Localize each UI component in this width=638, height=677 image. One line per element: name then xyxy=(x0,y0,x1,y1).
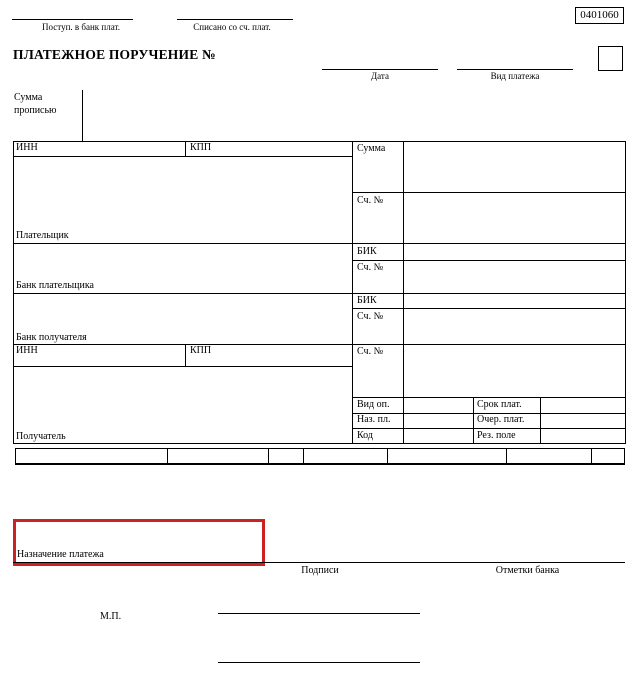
signatures-label: Подписи xyxy=(301,565,339,576)
payment-type-box[interactable] xyxy=(598,46,623,71)
payee-bank-label: Банк получателя xyxy=(16,332,87,343)
bik2-row-bottom xyxy=(352,308,625,309)
payer-bank-bik-field[interactable] xyxy=(404,244,624,259)
payer-field[interactable] xyxy=(14,157,351,229)
payee-bank-bik-field[interactable] xyxy=(404,294,624,307)
bank-marks-label: Отметки банка xyxy=(495,565,560,576)
date-label: Дата xyxy=(371,71,389,81)
amount-words-label: Сумма прописью xyxy=(14,92,57,116)
tax-strip-v1 xyxy=(15,448,16,464)
payee-account-field[interactable] xyxy=(404,345,624,396)
bik1-row-bottom xyxy=(352,260,625,261)
signature-line-1[interactable] xyxy=(218,613,420,614)
amount-words-divider xyxy=(82,90,83,141)
code-label: Код xyxy=(357,430,373,441)
payee-bank-bik-label: БИК xyxy=(357,295,377,306)
received-label: Поступ. в банк плат. xyxy=(42,22,120,32)
designation-row-bottom xyxy=(352,428,625,429)
signature-line-2[interactable] xyxy=(218,662,420,663)
payer-label: Плательщик xyxy=(16,230,69,241)
term-column-right-border xyxy=(540,397,541,443)
payee-field[interactable] xyxy=(14,367,351,429)
tax-strip-v7 xyxy=(591,448,592,464)
payer-bank-account-label: Сч. № xyxy=(357,262,384,273)
tax-strip-v4 xyxy=(303,448,304,464)
payment-priority-label: Очер. плат. xyxy=(477,414,525,425)
payee-bank-field[interactable] xyxy=(14,294,351,331)
payee-bank-account-label: Сч. № xyxy=(357,311,384,322)
table-border-bottom xyxy=(13,443,626,444)
tax-strip-v5 xyxy=(387,448,388,464)
payer-account-label: Сч. № xyxy=(357,195,384,206)
debited-line xyxy=(177,19,293,20)
payment-purpose-field[interactable] xyxy=(17,522,261,560)
form-code-box: 0401060 xyxy=(575,7,624,24)
inn-payee-label: ИНН xyxy=(16,345,38,356)
tax-strip-top xyxy=(15,448,625,449)
kpp-payer-label: КПП xyxy=(190,142,212,153)
payer-bank-field[interactable] xyxy=(14,244,351,279)
payee-account-label: Сч. № xyxy=(357,346,384,357)
reserve-field-label: Рез. поле xyxy=(477,430,516,441)
inn-payer-field[interactable] xyxy=(14,141,184,156)
debited-label: Списано со сч. плат. xyxy=(193,22,271,32)
payer-account-field[interactable] xyxy=(404,193,624,243)
sum-field[interactable] xyxy=(404,141,624,191)
payment-type-line[interactable] xyxy=(457,69,573,70)
payment-purpose-label: Назначение платежа xyxy=(17,549,104,560)
op-rows-top xyxy=(352,397,625,398)
tax-strip-bottom xyxy=(15,463,625,465)
page-title: ПЛАТЕЖНОЕ ПОРУЧЕНИЕ № xyxy=(13,47,216,62)
payment-designation-label: Наз. пл. xyxy=(357,414,391,425)
payment-term-label: Срок плат. xyxy=(477,399,522,410)
received-line xyxy=(12,19,133,20)
tax-strip-v8 xyxy=(624,448,625,464)
inn-payer-label: ИНН xyxy=(16,142,38,153)
table-border-right xyxy=(625,141,626,443)
inn-kpp-divider-payee xyxy=(185,344,186,366)
purpose-underline xyxy=(13,562,625,563)
amount-words-field[interactable] xyxy=(84,90,624,140)
date-line[interactable] xyxy=(322,69,438,70)
term-column-left-border xyxy=(473,397,474,443)
kpp-payee-label: КПП xyxy=(190,345,212,356)
stamp-label: М.П. xyxy=(100,611,122,622)
op-type-label: Вид оп. xyxy=(357,399,390,410)
tax-strip-v2 xyxy=(167,448,168,464)
sum-label: Сумма xyxy=(357,143,386,154)
payer-bank-bik-label: БИК xyxy=(357,246,377,257)
tax-strip-v6 xyxy=(506,448,507,464)
payment-type-label: Вид платежа xyxy=(490,71,540,81)
tax-strip-v3 xyxy=(268,448,269,464)
payer-bank-label: Банк плательщика xyxy=(16,280,94,291)
payee-label: Получатель xyxy=(16,431,66,442)
kpp-payer-field[interactable] xyxy=(186,141,351,156)
